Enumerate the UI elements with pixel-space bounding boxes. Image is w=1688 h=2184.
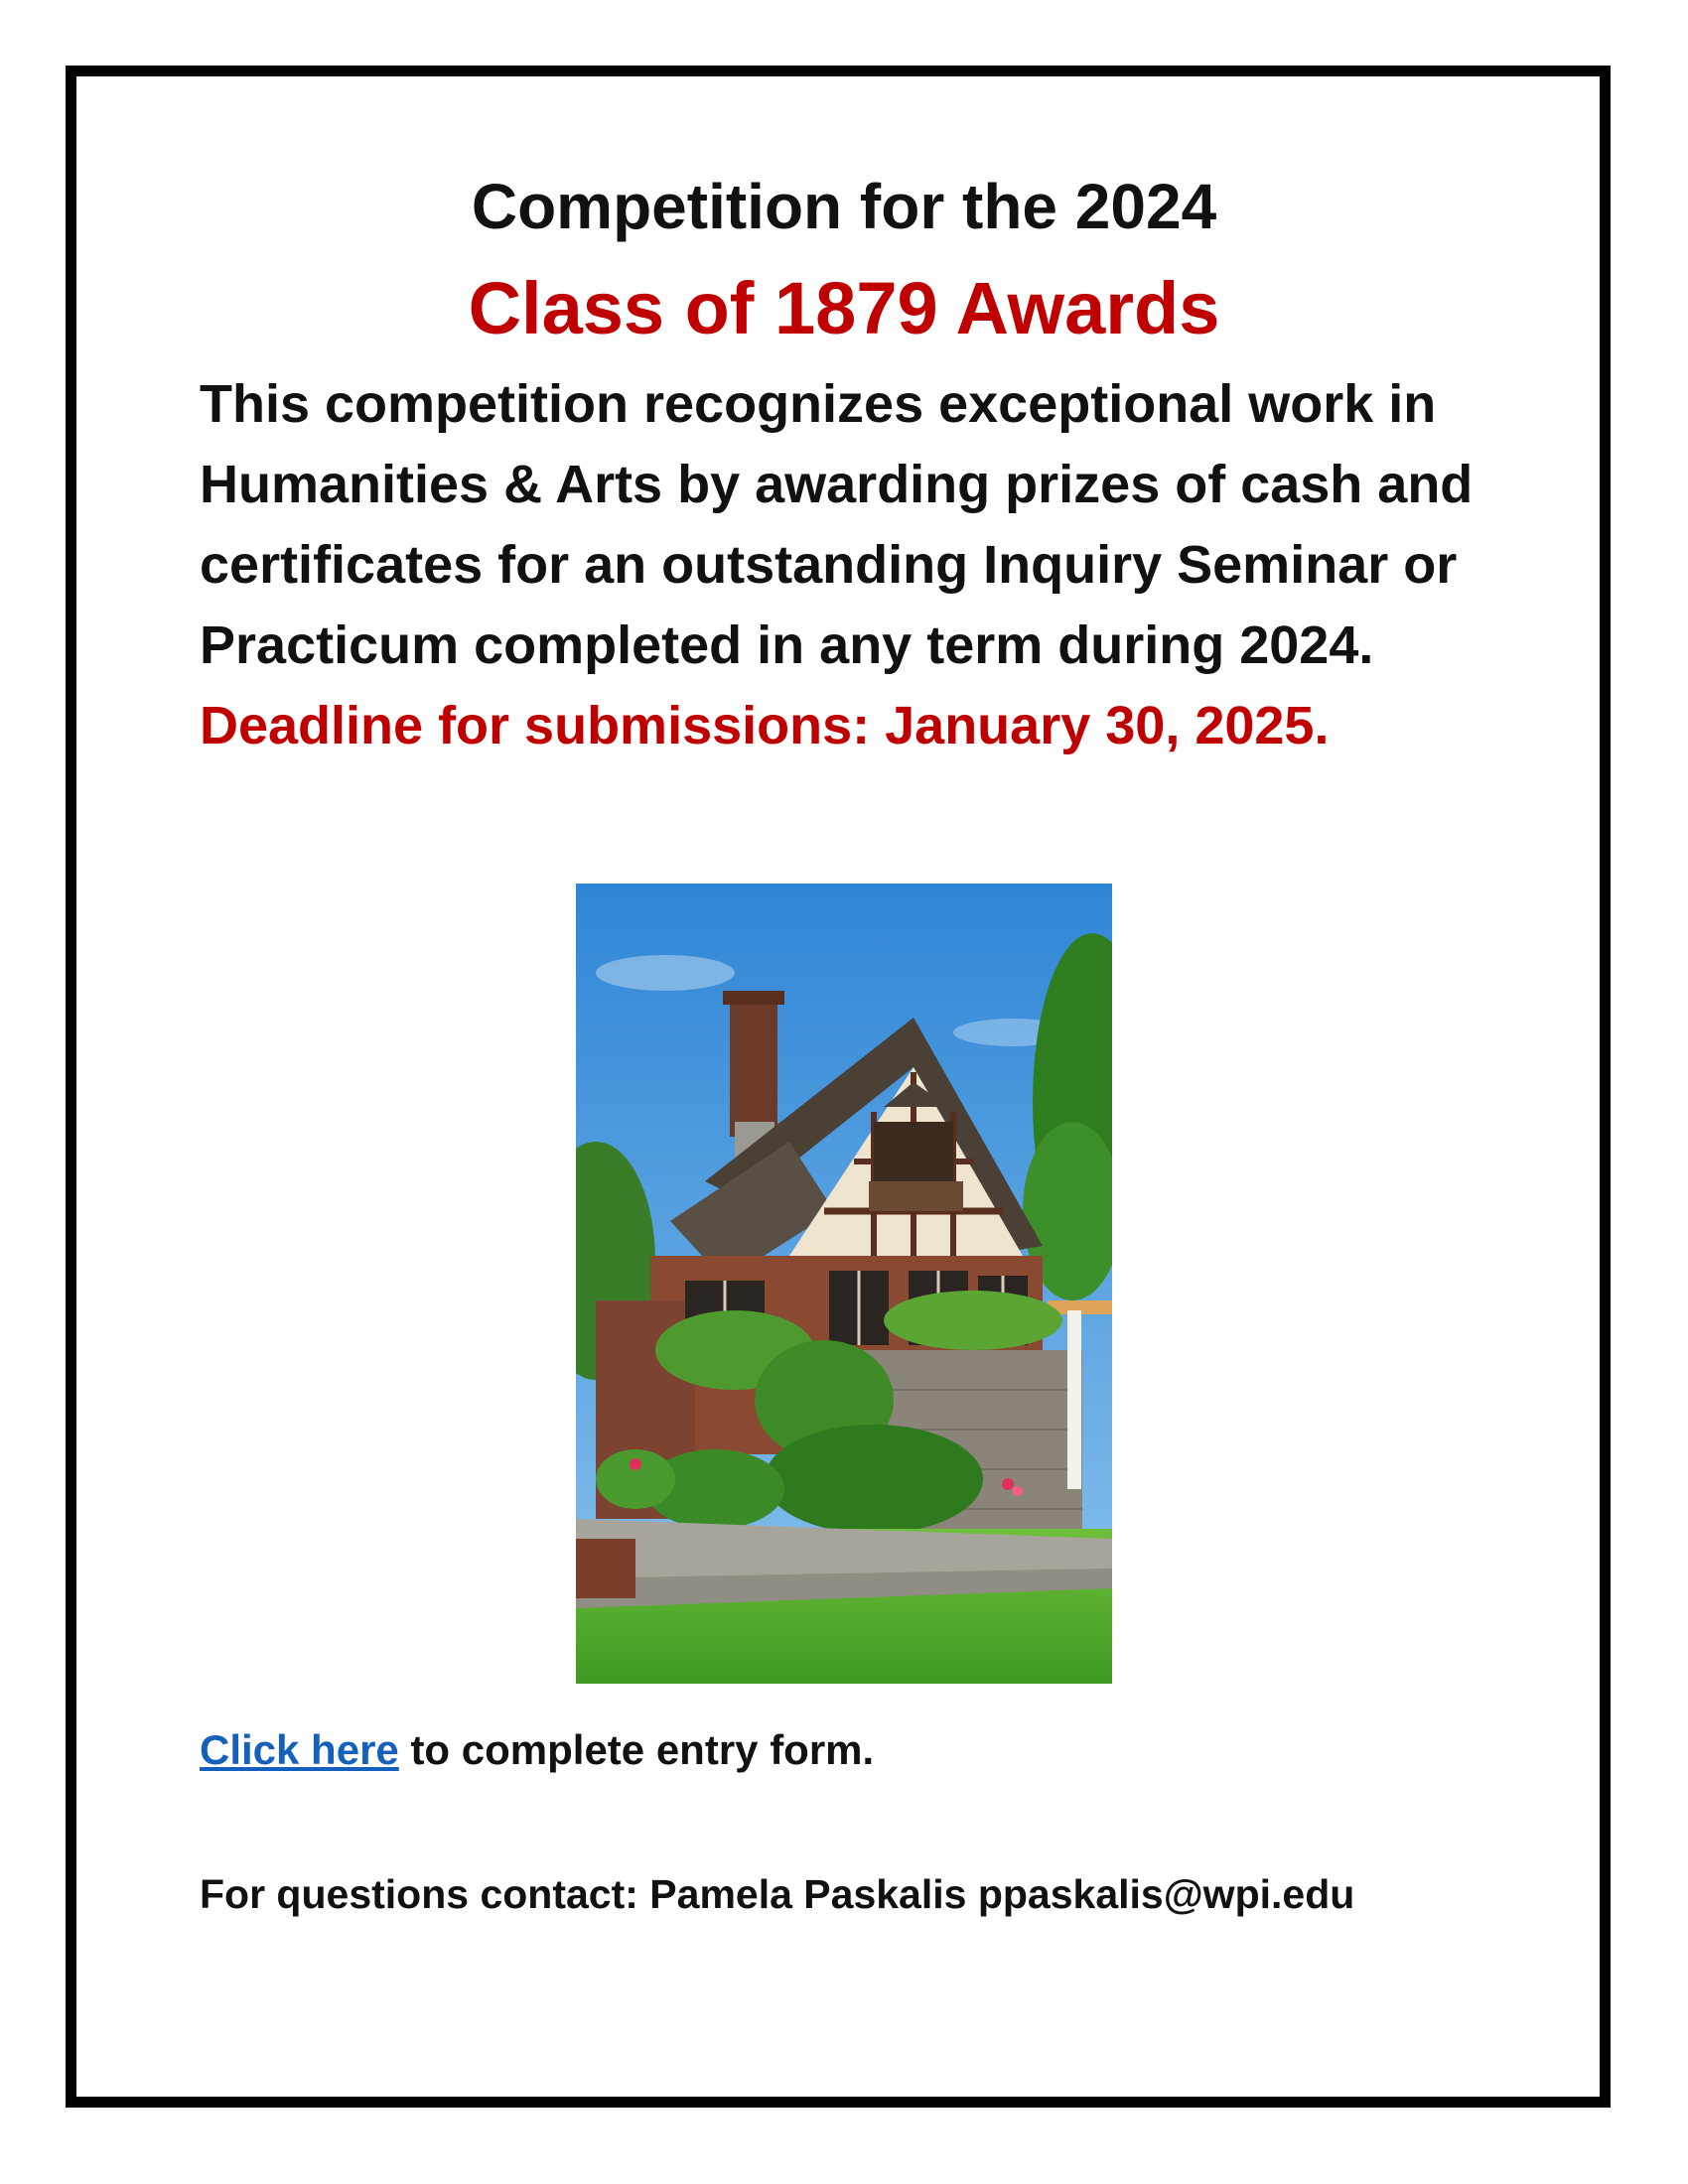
heading-line-2: Class of 1879 Awards xyxy=(468,267,1220,349)
tudor-house-photo xyxy=(576,884,1112,1684)
contact-line: For questions contact: Pamela Paskalis ppaskalis@wpi.edu xyxy=(200,1871,1355,1917)
description-paragraph xyxy=(200,364,1510,766)
description-text: This competition recognizes exceptional work in Humanities & Arts by awarding prizes of cash and certificates for an outstanding Inquiry Seminar or Practicum completed in any term during 2024. xyxy=(200,374,1474,675)
entry-form-line xyxy=(200,1722,874,1778)
deadline-text: Deadline for submissions: January 30, 2025. xyxy=(200,696,1330,755)
entry-form-link[interactable]: Click here xyxy=(200,1726,399,1773)
entry-form-text: to complete entry form. xyxy=(398,1726,875,1773)
heading-line-1: Competition for the 2024 xyxy=(471,171,1217,242)
